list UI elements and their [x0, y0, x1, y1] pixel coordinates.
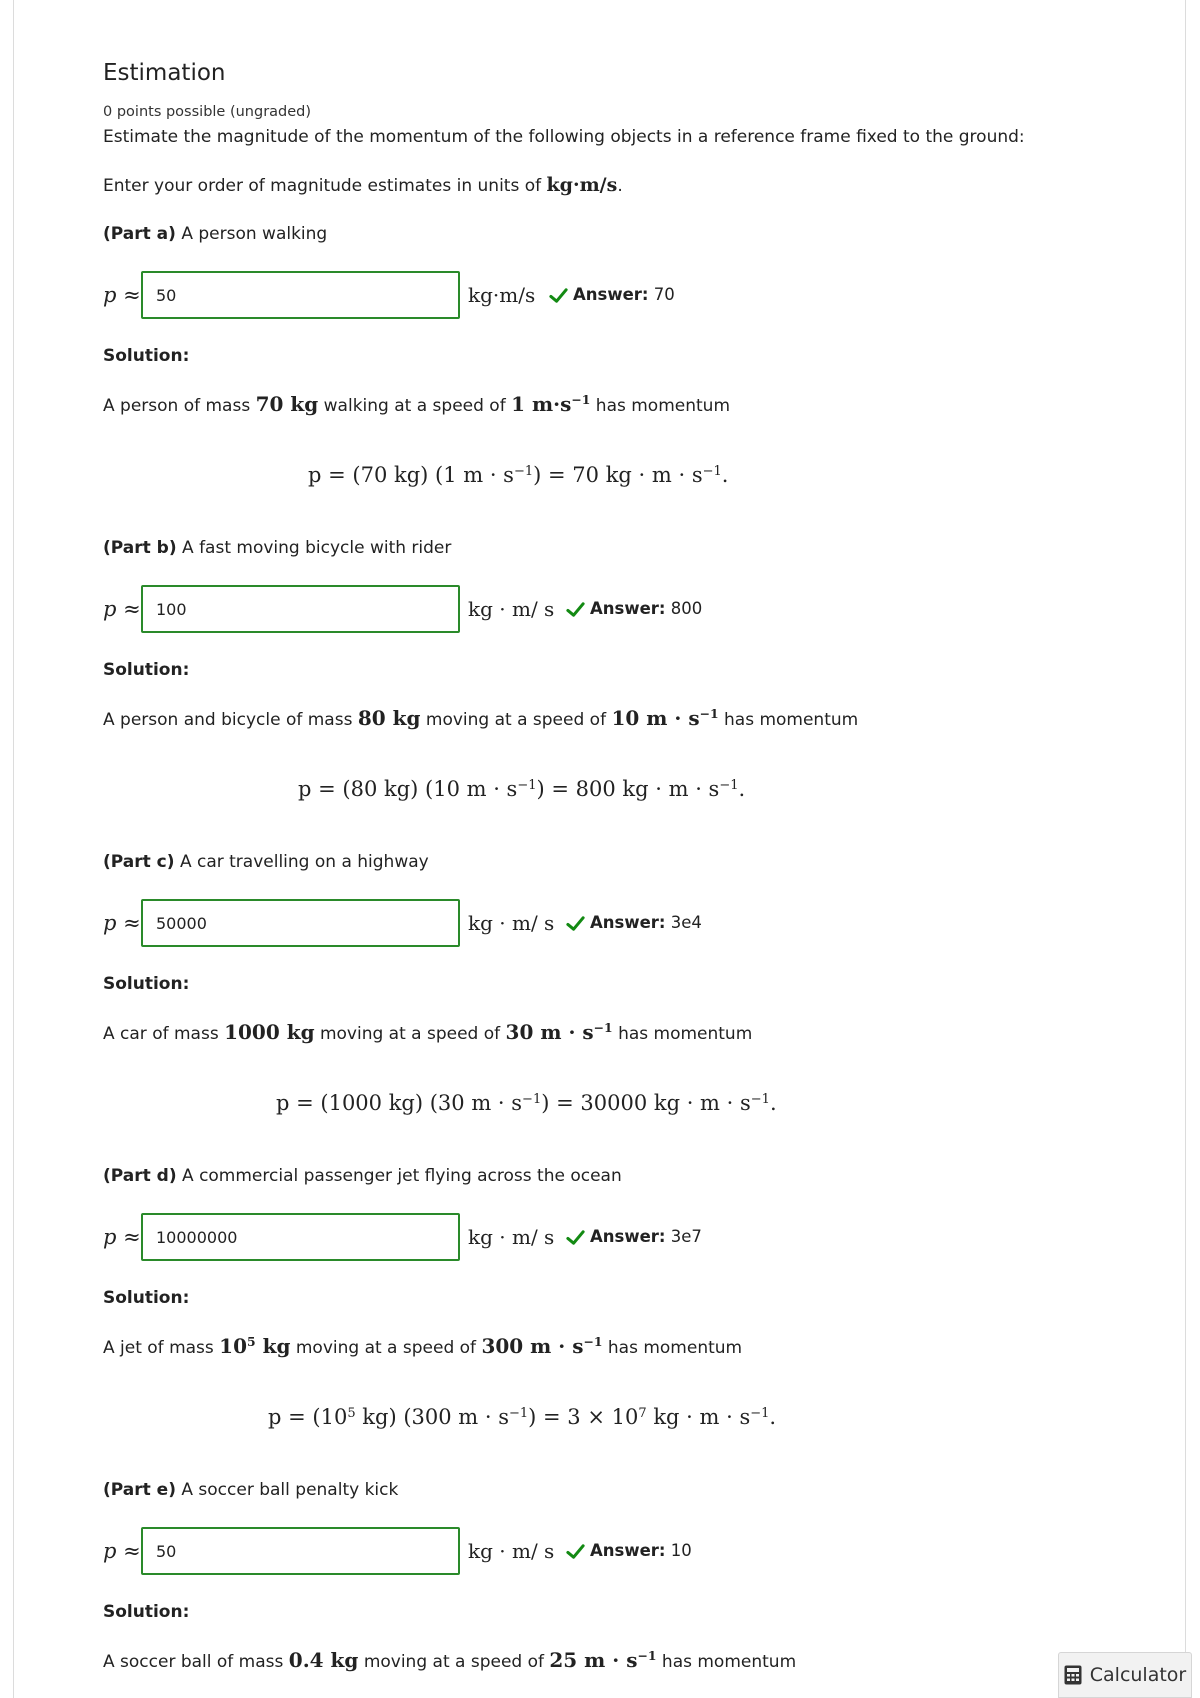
calculator-label: Calculator: [1089, 1664, 1187, 1686]
check-icon: [566, 600, 585, 619]
part-e-input[interactable]: [141, 1527, 460, 1575]
part-d-solution-text: A jet of mass $10^5$ kg moving at a speed of 300 $m \cdot s^{-1}$ has momentum: [103, 1334, 743, 1358]
part-e-unit: kg · m/ s: [468, 1539, 555, 1563]
part-b-unit: kg · m/ s: [468, 597, 555, 621]
part-d-equation: $p = (10^5$ kg) (300 $m \cdot s^{-1}) = 3 \times 10^7$ kg · $m \cdot s^{-1}$.: [268, 1405, 777, 1429]
part-d-label: (Part d) A commercial passenger jet flying across the ocean: [103, 1166, 622, 1186]
part-b-label: (Part b) A fast moving bicycle with rider: [103, 538, 452, 558]
part-d-prefix: p ≈: [103, 1225, 141, 1249]
part-e-solution-text: A soccer ball of mass 0.4 kg moving at a speed of 25 $m \cdot s^{-1}$ has momentum: [103, 1648, 797, 1672]
part-e-prefix: p ≈: [103, 1539, 141, 1563]
part-d-answer: Answer: 3e7: [590, 1227, 702, 1246]
check-icon: [566, 1542, 585, 1561]
part-b-input[interactable]: [141, 585, 460, 633]
part-a-label: (Part a) A person walking: [103, 224, 328, 244]
part-c-solution-heading: Solution:: [103, 974, 190, 994]
units-instruction: Enter your order of magnitude estimates in units of kg·m/s.: [103, 174, 623, 196]
part-d-input[interactable]: [141, 1213, 460, 1261]
part-b-solution-heading: Solution:: [103, 660, 190, 680]
points-possible: 0 points possible (ungraded): [103, 104, 312, 120]
part-c-prefix: p ≈: [103, 911, 141, 935]
calculator-icon: [1064, 1665, 1082, 1685]
part-c-solution-text: A car of mass 1000 kg moving at a speed of 30 $m \cdot s^{-1}$ has momentum: [103, 1020, 753, 1044]
problem-container: [13, 0, 1186, 1698]
check-icon: [566, 1228, 585, 1247]
part-c-unit: kg · m/ s: [468, 911, 555, 935]
calculator-button[interactable]: [1058, 1652, 1192, 1698]
part-a-input[interactable]: [141, 271, 460, 319]
part-a-answer: Answer: 70: [573, 285, 675, 304]
part-d-unit: kg · m/ s: [468, 1225, 555, 1249]
part-e-label: (Part e) A soccer ball penalty kick: [103, 1480, 399, 1500]
part-a-prefix: p ≈: [103, 283, 141, 307]
part-b-solution-text: A person and bicycle of mass 80 kg moving at a speed of 10 $m \cdot s^{-1}$ has momentum: [103, 706, 859, 730]
part-b-equation: p = (80 kg) (10 $m \cdot s^{-1}) = 800$ kg · $m \cdot s^{-1}$.: [298, 777, 746, 801]
check-icon: [566, 914, 585, 933]
part-a-solution-text: A person of mass 70 kg walking at a speed of 1 $m\cdot s^{-1}$ has momentum: [103, 392, 731, 416]
problem-prompt: Estimate the magnitude of the momentum of the following objects in a reference frame fixed to the ground:: [103, 127, 1025, 147]
units-math: kg·m/s: [546, 174, 618, 196]
part-e-answer: Answer: 10: [590, 1541, 692, 1560]
part-a-equation: p = (70 kg) (1 $m \cdot s^{-1}) = 70$ kg · $m \cdot s^{-1}$.: [308, 463, 729, 487]
part-a-unit: kg·m/s: [468, 283, 536, 307]
part-e-solution-heading: Solution:: [103, 1602, 190, 1622]
part-c-equation: p = (1000 kg) (30 $m \cdot s^{-1}) = 30000$ kg · $m \cdot s^{-1}$.: [276, 1091, 777, 1115]
part-b-prefix: p ≈: [103, 597, 141, 621]
part-c-input[interactable]: [141, 899, 460, 947]
part-d-solution-heading: Solution:: [103, 1288, 190, 1308]
part-b-answer: Answer: 800: [590, 599, 703, 618]
problem-title: Estimation: [103, 60, 226, 86]
part-a-solution-heading: Solution:: [103, 346, 190, 366]
part-c-answer: Answer: 3e4: [590, 913, 702, 932]
part-c-label: (Part c) A car travelling on a highway: [103, 852, 429, 872]
check-icon: [549, 286, 568, 305]
